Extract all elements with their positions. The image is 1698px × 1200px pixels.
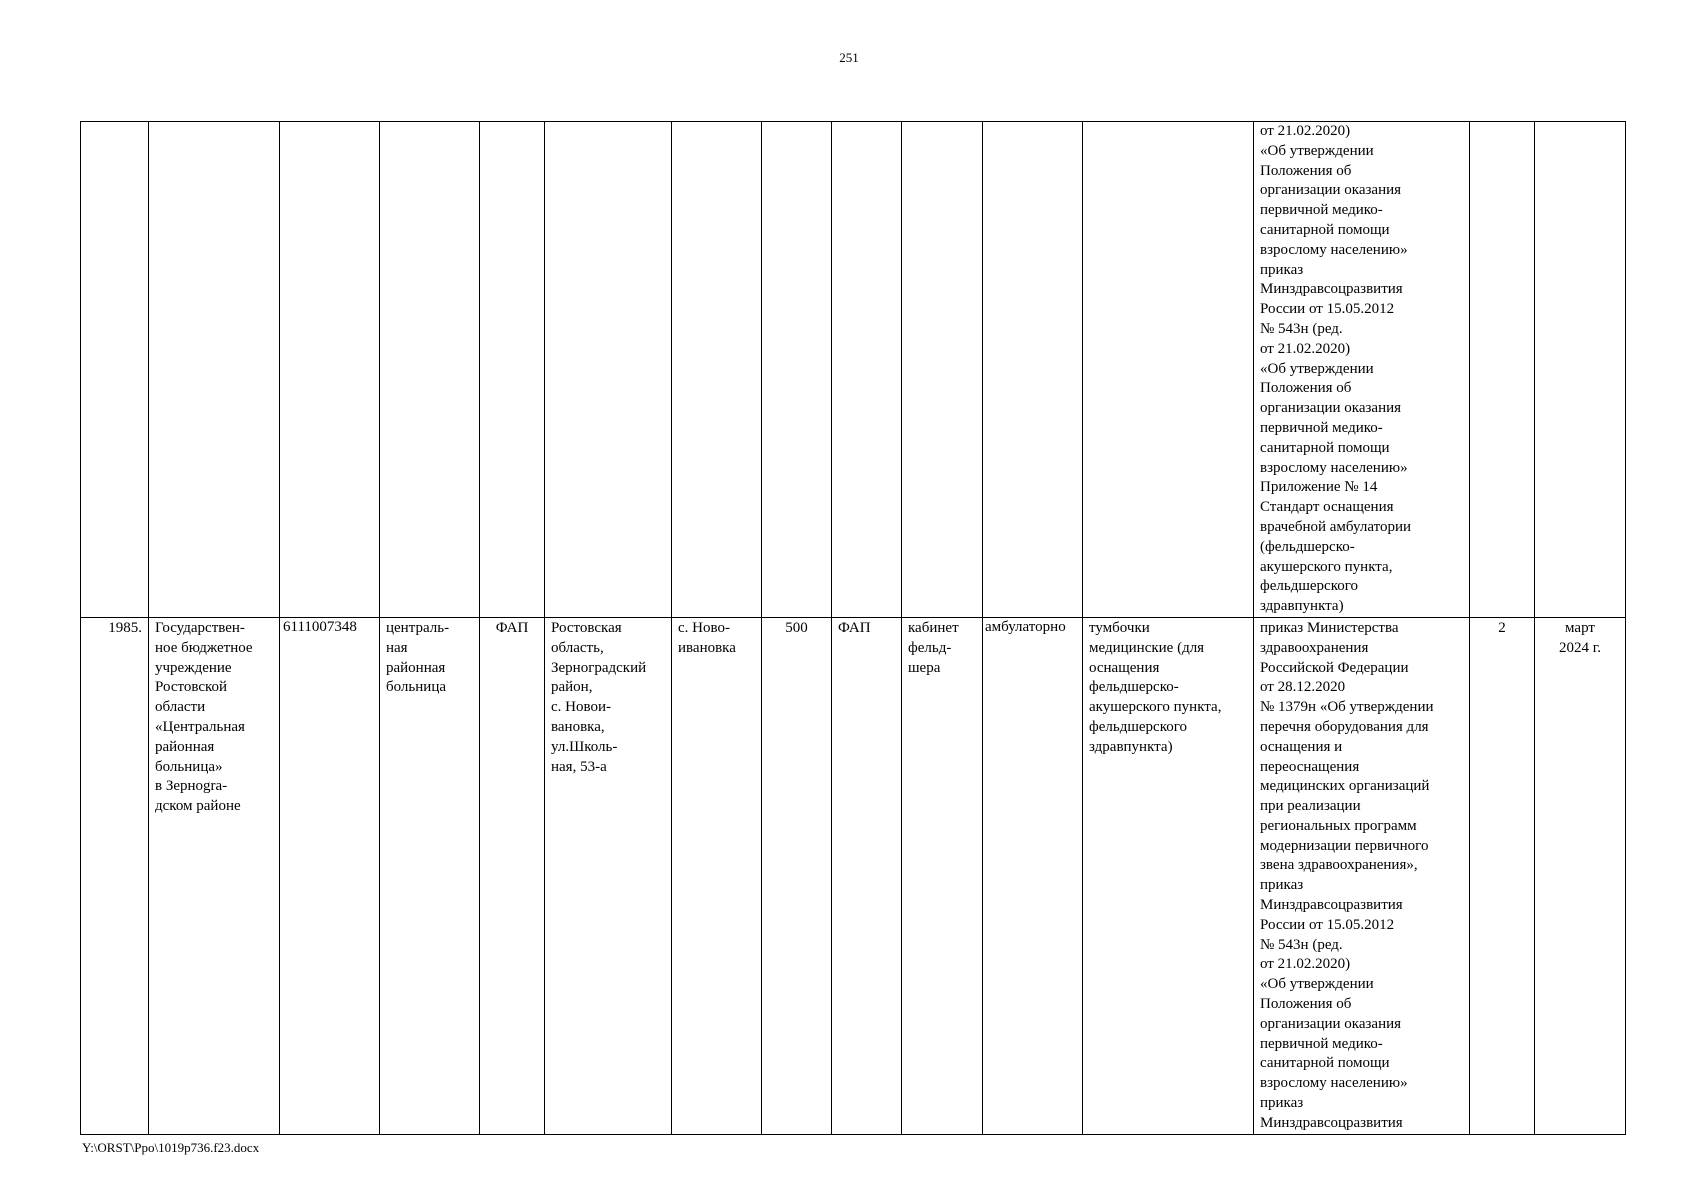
page-number: 251: [839, 50, 859, 65]
cell-room: кабинет фельд- шера: [902, 617, 983, 1134]
table-row: [81, 617, 1626, 1134]
cell-unit-type: [480, 122, 545, 618]
cell-equipment: [1083, 122, 1254, 618]
cell-deadline: март 2024 г.: [1535, 617, 1626, 1134]
cell-deadline: [1535, 122, 1626, 618]
cell-organization: Государствен- ное бюджетное учреждение Ростовской области «Центральная районная больница» в Зернogra- дском районе: [149, 617, 280, 1134]
cell-quantity: 2: [1470, 617, 1535, 1134]
cell-organization: [149, 122, 280, 618]
cell-quantity: [1470, 122, 1535, 618]
equipment-table: [80, 121, 1626, 1135]
cell-address: Ростовская область, Зерноградский район, с. Новои- вановка, ул.Школь- ная, 53-а: [545, 617, 672, 1134]
cell-equipment: тумбочки медицинские (для оснащения фельдшерско- акушерского пункта, фельдшерского здравпункта): [1083, 617, 1254, 1134]
cell-inn: [280, 122, 380, 618]
cell-room: [902, 122, 983, 618]
cell-population: [762, 122, 832, 618]
table-row: [81, 122, 1626, 618]
cell-legal-basis: приказ Министерства здравоохранения Российской Федерации от 28.12.2020 № 1379н «Об утверждении перечня оборудования для оснащения и переоснащения медицинских организаций при реализации региональных программ модернизации первичного звена здравоохранения», приказ Минздравсоцразвития России от 15.05.2012 № 543н (ред. от 21.02.2020) «Об утверждении Положения об организации оказания первичной медико- санитарной помощи взрослому населению» приказ Минздравсоцразвития: [1254, 617, 1470, 1134]
cell-care-form: амбулаторно: [983, 617, 1083, 1134]
cell-population: 500: [762, 617, 832, 1134]
cell-number: [81, 122, 149, 618]
cell-locality: [672, 122, 762, 618]
footer-file-path: Y:\ORST\Ppo\1019p736.f23.docx: [82, 1140, 260, 1155]
cell-unit-type: ФАП: [480, 617, 545, 1134]
cell-legal-basis: от 21.02.2020) «Об утверждении Положения об организации оказания первичной медико- санитарной помощи взрослому населению» приказ Минздравсоцразвития России от 15.05.2012 № 543н (ред. от 21.02.2020) «Об утверждении Положения об организации оказания первичной медико- санитарной помощи взрослому населению» Приложение № 14 Стандарт оснащения врачебной амбулатории (фельдшерско- акушерского пункта, фельдшерского здравпункта): [1254, 122, 1470, 618]
cell-org-type: [380, 122, 480, 618]
cell-number: 1985.: [81, 617, 149, 1134]
cell-subdivision: ФАП: [832, 617, 902, 1134]
cell-org-type: централь- ная районная больница: [380, 617, 480, 1134]
cell-address: [545, 122, 672, 618]
cell-inn: 6111007348: [280, 617, 380, 1134]
cell-locality: с. Ново- ивановка: [672, 617, 762, 1134]
cell-subdivision: [832, 122, 902, 618]
cell-care-form: [983, 122, 1083, 618]
